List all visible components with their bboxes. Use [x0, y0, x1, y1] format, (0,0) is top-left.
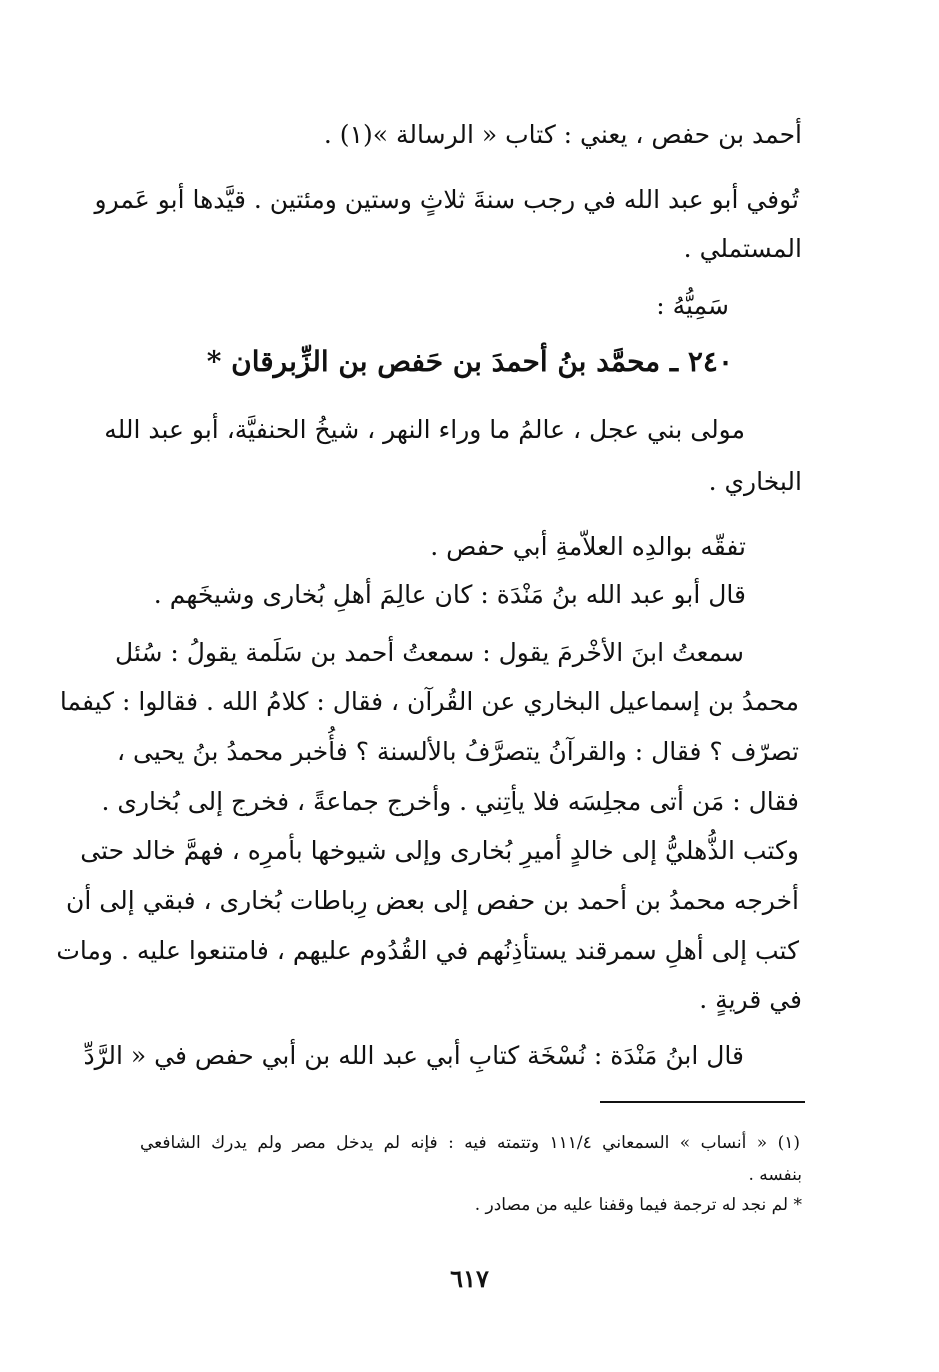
text-line-1: أحمد بن حفص ، يعني : كتاب « الرسالة »(١) . [323, 120, 802, 149]
footnote-1: (١) « أنساب » السمعاني ١١١/٤ وتتمته فيه : فإنه لم يدخل مصر ولم يدرك الشافعي [140, 1133, 800, 1153]
subheading-namesake: سَمِيُّهُ : [656, 291, 729, 320]
text-line-13: فقال : مَن أتى مجلِسَه فلا يأتِني . وأخرج جماعةً ، فخرج إلى بُخارى . [101, 787, 799, 816]
text-line-14: وكتب الذُّهليُّ إلى خالدٍ أميرِ بُخارى وإلى شيوخها بأمرِه ، فهمَّ خالد حتى [80, 836, 799, 865]
text-line-8: تفقّه بوالدِه العلاّمةِ أبي حفص . [430, 532, 746, 561]
text-line-9: قال أبو عبد الله بنُ مَنْدَة : كان عالِمَ أهلِ بُخارى وشيخَهم . [153, 580, 746, 609]
text-line-18: قال ابنُ مَنْدَة : نُسْخَة كتابِ أبي عبد الله بن أبي حفص في « الرَّدِّ [83, 1041, 744, 1070]
text-line-3: المستملي . [683, 234, 802, 263]
text-line-16: كتب إلى أهلِ سمرقند يستأذِنُهم في القُدُوم عليهم ، فامتنعوا عليه . ومات [56, 936, 799, 965]
text-line-6: مولى بني عجل ، عالمُ ما وراء النهر ، شيخُ الحنفيَّة، أبو عبد الله [104, 415, 745, 444]
text-line-12: تصرّف ؟ فقال : والقرآنُ يتصرَّفُ بالألسنة ؟ فأُخبر محمدُ بنُ يحيى ، [116, 737, 799, 766]
text-line-7: البخاري . [708, 467, 802, 496]
text-line-15: أخرجه محمدُ بن أحمد بن حفص إلى بعض رِباطات بُخارى ، فبقي إلى أن [66, 886, 799, 915]
text-line-17: في قريةٍ . [699, 985, 802, 1014]
text-line-10: سمعتُ ابنَ الأخْرمَ يقول : سمعتُ أحمد بن سَلَمة يقولُ : سُئل [115, 638, 744, 667]
footnote-1-continued: بنفسه . [748, 1165, 802, 1185]
page-number: ٦١٧ [450, 1264, 489, 1293]
entry-heading: ٢٤٠ ـ محمَّد بنُ أحمدَ بن حَفص بن الزِّبرقان * [206, 345, 733, 378]
text-line-11: محمدُ بن إسماعيل البخاري عن القُرآن ، فقال : كلامُ الله . فقالوا : كيفما [59, 687, 799, 716]
footnote-separator [600, 1101, 805, 1103]
text-line-2: تُوفي أبو عبد الله في رجب سنةَ ثلاثٍ وستين ومئتين . قيَّدها أبو عَمرو [94, 185, 799, 214]
footnote-star: * لم نجد له ترجمة فيما وقفنا عليه من مصادر . [474, 1195, 802, 1215]
